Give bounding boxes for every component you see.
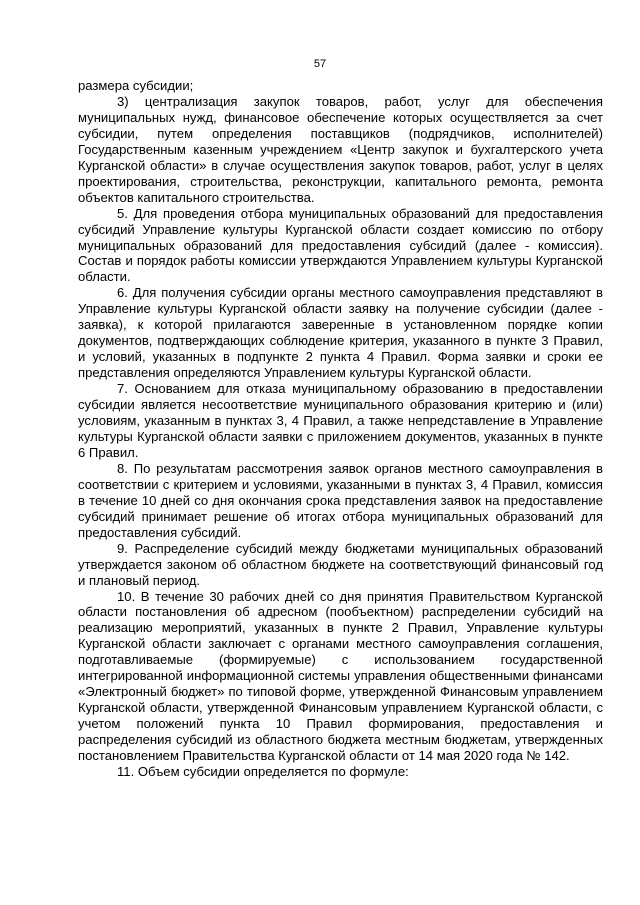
paragraph-item-9: 9. Распределение субсидий между бюджетами муниципальных образований утверждается законом об областном бюджете на соответствующий финансовый год и плановый период. [78, 540, 603, 588]
paragraph-item-8: 8. По результатам рассмотрения заявок органов местного самоуправления в соответствии с критерием и условиями, указанными в пунктах 3, 4 Правил, комиссия в течение 10 дней со дня окончания срока представления заявок на предоставление субсидий принимает решение об итогах отбора муниципальных образований для предоставления субсидий. [78, 460, 603, 540]
paragraph-item-11: 11. Объем субсидии определяется по формуле: [117, 763, 409, 779]
paragraph-item-6: 6. Для получения субсидии органы местного самоуправления представляют в Управление культуры Курганской области заявку на получение субсидии (далее - заявка), к которой прилагаются заверенные в установленном порядке копии документов, подтверждающих соблюдение критерия, указанного в пункте 3 Правил, и условий, указанных в подпункте 2 пункта 4 Правил. Форма заявки и сроки ее представления определяются Управлением культуры Курганской области. [78, 285, 603, 381]
paragraph-item-3: 3) централизация закупок товаров, работ, услуг для обеспечения муниципальных нужд, финансовое обеспечение которых осуществляется за счет субсидии, путем определения поставщиков (подрядчиков, исполнителей) Государственным казенным учреждением «Центр закупок и бухгалтерского учета Курганской области» в случае осуществления закупок товаров, работ, услуг в целях проектирования, строительства, реконструкции, капитального ремонта, ремонта объектов капитального строительства. [78, 93, 603, 205]
document-body [78, 78, 603, 780]
page-number: 57 [313, 58, 327, 70]
paragraph-item-10: 10. В течение 30 рабочих дней со дня принятия Правительством Курганской области постановления об адресном (пообъектном) распределении субсидий на реализацию мероприятий, указанных в пункте 2 Правил, Управление культуры Курганской области заключает с органами местного самоуправления соглашения, подготавливаемые (формируемые) с использованием государственной интегрированной информационной системы управления общественными финансами «Электронный бюджет» по типовой форме, утвержденной Финансовым управлением Курганской области, утвержденной Финансовым управлением Курганской области, с учетом положений пункта 10 Правил формирования, предоставления и распределения субсидий из областного бюджета местным бюджетам, утвержденных постановлением Правительства Курганской области от 14 мая 2020 года № 142. [78, 588, 603, 764]
paragraph-item-5: 5. Для проведения отбора муниципальных образований для предоставления субсидий Управление культуры Курганской области создает комиссию по отбору муниципальных образований для предоставления субсидий (далее - комиссия). Состав и порядок работы комиссии утверждаются Управлением культуры Курганской области. [78, 205, 603, 285]
paragraph-item-7: 7. Основанием для отказа муниципальному образованию в предоставлении субсидии является несоответствие муниципального образования критерию и (или) условиям, указанным в пунктах 3, 4 Правил, а также непредставление в Управление культуры Курганской области заявки с приложением документов, указанных в пункте 6 Правил. [78, 381, 603, 460]
paragraph-continuation: размера субсидии; [78, 78, 194, 93]
